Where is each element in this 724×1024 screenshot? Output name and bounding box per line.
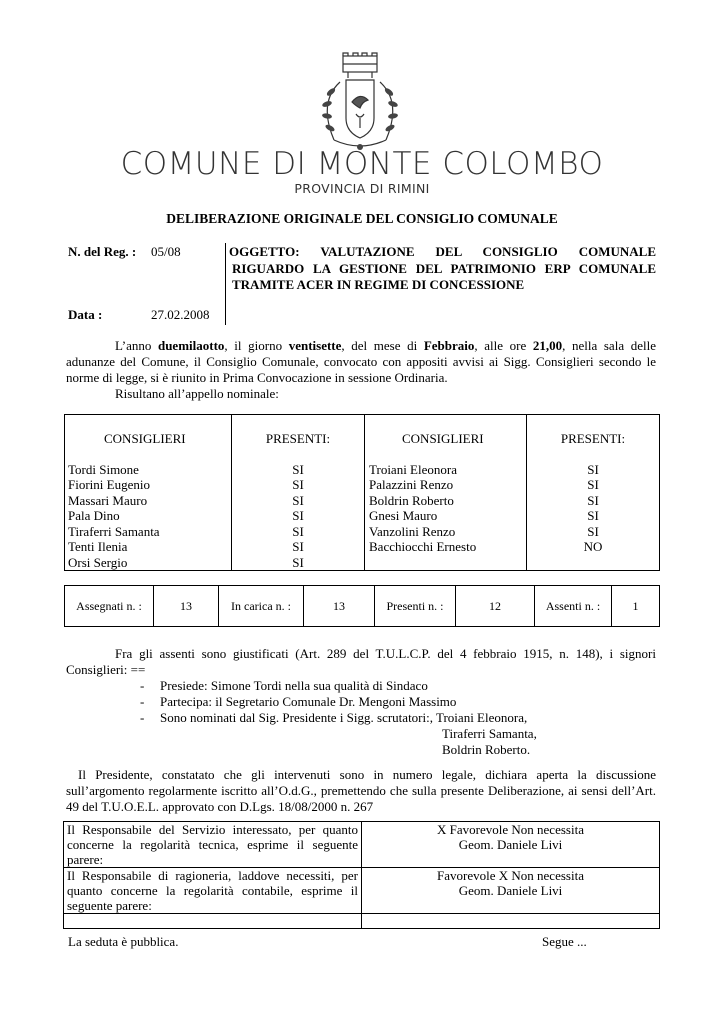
in-carica-value: 13 bbox=[304, 586, 375, 627]
counts-table bbox=[64, 585, 660, 627]
opinion-accounting-text: Il Responsabile di ragioneria, laddove necessiti, per quanto concerne la regolarità contabile, esprime il seguente parere: bbox=[64, 868, 362, 914]
intro-hour: 21,00 bbox=[532, 338, 563, 353]
intro-day: ventisette bbox=[288, 338, 342, 353]
assegnati-value: 13 bbox=[154, 586, 219, 627]
presence-value: SI bbox=[292, 554, 304, 570]
subject-line-3: TRAMITE ACER IN REGIME DI CONCESSIONE bbox=[232, 277, 525, 292]
left-names-column bbox=[65, 415, 232, 571]
opinion-technical-cell bbox=[362, 822, 660, 868]
presence-value: SI bbox=[587, 492, 599, 508]
subject-line-2: RIGUARDO LA GESTIONE DEL PATRIMONIO ERP COMUNALE bbox=[232, 260, 656, 276]
presence-value: SI bbox=[292, 523, 304, 539]
councillor-name: Pala Dino bbox=[68, 508, 120, 523]
opinion-choice: X Favorevole Non necessita bbox=[437, 822, 584, 837]
left-presence-column bbox=[232, 415, 365, 571]
opinions-table bbox=[63, 821, 660, 929]
bullet-dash: - bbox=[140, 678, 145, 693]
councillor-name: Palazzini Renzo bbox=[369, 477, 454, 492]
councillor-name: Bacchiocchi Ernesto bbox=[369, 539, 477, 554]
continues-note: Segue ... bbox=[542, 934, 587, 949]
presence-value: SI bbox=[292, 492, 304, 508]
intro-text: , del mese di bbox=[341, 338, 424, 353]
presence-value: SI bbox=[292, 539, 304, 554]
president-paragraph: Il Presidente, constatato che gli intervenuti sono in numero legale, dichiara aperta la discussione sull’argomento regolarmente iscritto all’O.d.G., premettendo che sulla presente Deliberazione, ai sensi dell’Art. 49 del T.U.O.E.L. approvato con D.Lgs. 18/08/2000 n. 267 bbox=[66, 767, 656, 814]
scrutatore-name: Tiraferri Samanta, bbox=[442, 726, 537, 741]
presenti-label: Presenti n. : bbox=[375, 586, 456, 627]
councillor-name: Fiorini Eugenio bbox=[68, 477, 150, 492]
column-header-consiglieri: CONSIGLIERI bbox=[402, 431, 484, 446]
presence-value: SI bbox=[587, 461, 599, 477]
register-label: N. del Reg. : bbox=[68, 244, 137, 259]
right-names-column bbox=[365, 415, 527, 571]
presence-value: SI bbox=[587, 508, 599, 523]
councillor-name: Tordi Simone bbox=[68, 461, 139, 477]
opinion-technical-text: Il Responsabile del Servizio interessato, per quanto concerne la regolarità tecnica, esprime il seguente parere: bbox=[64, 822, 362, 868]
presence-value: SI bbox=[587, 523, 599, 539]
councillor-name: Gnesi Mauro bbox=[369, 508, 438, 523]
bullet-dash: - bbox=[140, 710, 145, 725]
councillor-name: Massari Mauro bbox=[68, 492, 148, 508]
header-divider bbox=[225, 243, 226, 325]
public-session-note: La seduta è pubblica. bbox=[68, 934, 179, 949]
assenti-value: 1 bbox=[612, 586, 660, 627]
roll-call-intro: Risultano all’appello nominale: bbox=[115, 386, 279, 401]
intro-text: , alle ore bbox=[474, 338, 533, 353]
intro-text: L’anno bbox=[115, 338, 158, 353]
opinion-accounting-cell bbox=[362, 868, 660, 914]
absent-paragraph: Fra gli assenti sono giustificati (Art. 289 del T.U.L.C.P. del 4 febbraio 1915, n. 148), i signori Consiglieri: == bbox=[66, 646, 656, 677]
assegnati-label: Assegnati n. : bbox=[65, 586, 154, 627]
register-number: 05/08 bbox=[151, 244, 181, 259]
bullet-text: Partecipa: il Segretario Comunale Dr. Mengoni Massimo bbox=[160, 694, 457, 709]
presence-value: SI bbox=[292, 461, 304, 477]
date-value: 27.02.2008 bbox=[151, 307, 210, 322]
presence-value: SI bbox=[587, 477, 599, 492]
column-header-presenti: PRESENTI: bbox=[265, 431, 331, 446]
presence-value: SI bbox=[292, 508, 304, 523]
councillor-name: Orsi Sergio bbox=[68, 554, 128, 570]
councillor-name: Tiraferri Samanta bbox=[68, 523, 160, 539]
presence-value: NO bbox=[583, 539, 603, 554]
opinion-signer: Geom. Daniele Livi bbox=[458, 883, 563, 898]
in-carica-label: In carica n. : bbox=[219, 586, 304, 627]
presenti-value: 12 bbox=[456, 586, 535, 627]
opinion-signer: Geom. Daniele Livi bbox=[458, 837, 563, 852]
presence-value: SI bbox=[292, 477, 304, 492]
date-label: Data : bbox=[68, 307, 103, 322]
scrutatore-name: Boldrin Roberto. bbox=[442, 742, 531, 757]
bullet-dash: - bbox=[140, 694, 145, 709]
subject-line-1: OGGETTO: VALUTAZIONE DEL CONSIGLIO COMUNALE bbox=[229, 244, 656, 259]
councillor-name: Boldrin Roberto bbox=[369, 492, 454, 508]
opinion-choice: Favorevole X Non necessita bbox=[437, 868, 584, 883]
intro-text: , nella sala delle adunanze del Comune, il Consiglio Comunale, convocato con appositi avvisi ai Sigg. Consiglieri secondo le norme di legge, si è riunito in Prima Convocazione in sessione Ordinaria. bbox=[66, 338, 656, 385]
bullet-text: Sono nominati dal Sig. Presidente i Sigg. scrutatori:, Troiani Eleonora, bbox=[160, 710, 528, 725]
councillor-name: Vanzolini Renzo bbox=[369, 523, 456, 539]
subject-block bbox=[229, 244, 656, 294]
empty-cell bbox=[64, 914, 362, 929]
empty-cell bbox=[362, 914, 660, 929]
column-header-consiglieri: CONSIGLIERI bbox=[104, 431, 186, 446]
right-presence-column bbox=[527, 415, 660, 571]
column-header-presenti: PRESENTI: bbox=[560, 431, 626, 446]
town-name: COMUNE DI MONTE COLOMBO bbox=[120, 146, 604, 182]
councillor-name: Tenti Ilenia bbox=[68, 539, 128, 554]
intro-month: Febbraio bbox=[423, 338, 475, 353]
document-title: DELIBERAZIONE ORIGINALE DEL CONSIGLIO COMUNALE bbox=[166, 211, 558, 226]
intro-year: duemilaotto bbox=[157, 338, 225, 353]
bullet-text: Presiede: Simone Tordi nella sua qualità di Sindaco bbox=[160, 678, 428, 693]
intro-text: , il giorno bbox=[224, 338, 289, 353]
assenti-label: Assenti n. : bbox=[535, 586, 612, 627]
councillor-name: Troiani Eleonora bbox=[369, 461, 457, 477]
province-name: PROVINCIA DI RIMINI bbox=[294, 181, 430, 196]
intro-paragraph bbox=[66, 338, 656, 386]
attendance-table bbox=[64, 414, 660, 571]
